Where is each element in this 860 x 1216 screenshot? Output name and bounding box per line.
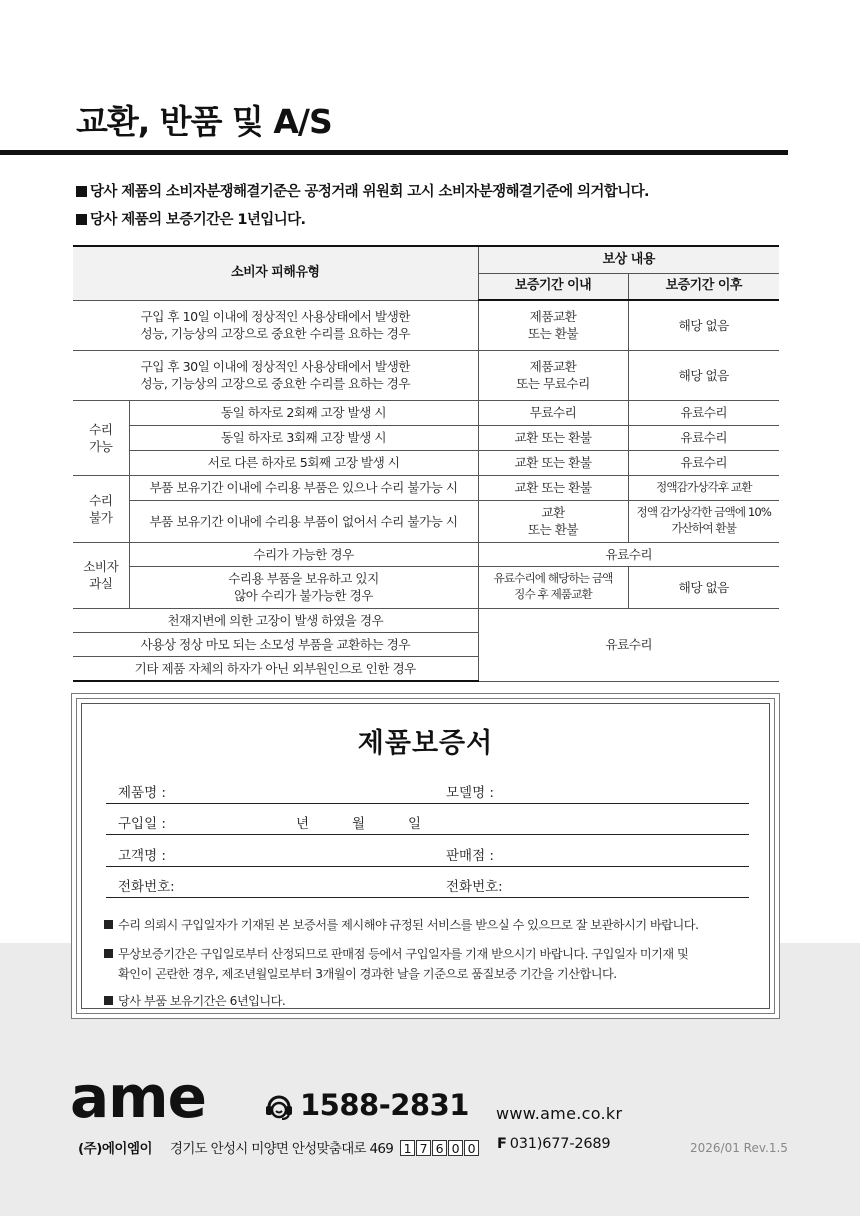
page-title: 교환, 반품 및 A/S (76, 102, 332, 141)
row-after: 해당 없음 (628, 350, 779, 400)
certificate-title: 제품보증서 (357, 728, 494, 759)
row-within: 제품교환 또는 무료수리 (478, 350, 628, 400)
row-within: 교환 또는 환불 (478, 475, 628, 500)
table-row (73, 350, 779, 400)
header-within-period: 보증기간 이내 (478, 273, 628, 300)
brand-logo: ame (70, 1063, 206, 1131)
row-description: 천재지변에 의한 고장이 발생 하였을 경우 (73, 608, 478, 632)
support-phone: 1588-2831 (300, 1088, 469, 1122)
row-description: 구입 후 10일 이내에 정상적인 사용상태에서 발생한 성능, 기능상의 고장으로 중요한 수리를 요하는 경우 (73, 300, 478, 350)
table-row (73, 608, 779, 632)
row-after: 정액 감가상각한 금액에 10% 가산하여 환불 (628, 500, 779, 542)
row-after: 해당 없음 (628, 566, 779, 608)
row-description: 사용상 정상 마모 되는 소모성 부품을 교환하는 경우 (73, 632, 478, 656)
form-row-purchase-date (106, 804, 749, 835)
warranty-certificate (71, 693, 780, 1019)
note-keep-certificate: 수리 의뢰시 구입일자가 기재된 본 보증서를 제시해야 규정된 서비스를 받으실 수 있으므로 잘 보관하시기 바랍니다. (104, 916, 754, 936)
form-row-product (106, 773, 749, 804)
row-description: 수리용 부품을 보유하고 있지 않아 수리가 불가능한 경우 (129, 566, 478, 608)
day-label: 일 (408, 816, 422, 832)
row-within: 제품교환 또는 환불 (478, 300, 628, 350)
row-description: 부품 보유기간 이내에 수리용 부품이 없어서 수리 불가능 시 (129, 500, 478, 542)
table-row (73, 542, 779, 566)
bullet-square-icon (104, 996, 113, 1005)
row-after: 유료수리 (628, 450, 779, 475)
row-within: 교환 또는 환불 (478, 450, 628, 475)
company-address: 경기도 안성시 미양면 안성맞춤대로 469 1 7 6 0 0 (170, 1137, 480, 1157)
row-description: 동일 하자로 2회째 고장 발생 시 (129, 400, 478, 425)
form-row-customer (106, 836, 749, 867)
row-description: 수리가 가능한 경우 (129, 542, 478, 566)
customer-service-icon (263, 1091, 295, 1123)
fax-number: F 031)677-2689 (497, 1136, 611, 1152)
row-description: 서로 다른 하자로 5회째 고장 발생 시 (129, 450, 478, 475)
bullet-square-icon (104, 949, 113, 958)
company-name: (주)에이엠이 (78, 1141, 153, 1157)
row-description: 기타 제품 자체의 하자가 아닌 외부원인으로 인한 경우 (73, 656, 478, 681)
row-after: 정액감가상각후 교환 (628, 475, 779, 500)
table-row (73, 400, 779, 425)
month-label: 월 (352, 816, 366, 832)
table-row (73, 500, 779, 542)
bullet-square-icon (104, 920, 113, 929)
bullet-dispute-standard: 당사 제품의 소비자분쟁해결기준은 공정거래 위원회 고시 소비자분쟁해결기준에 의거합니다. (76, 180, 649, 201)
table-row (73, 300, 779, 350)
product-name-label: 제품명 : (118, 785, 166, 801)
row-value: 유료수리 (478, 542, 779, 566)
store-label: 판매점 : (446, 848, 494, 864)
table-row (73, 475, 779, 500)
customer-phone-label: 전화번호: (118, 879, 175, 895)
row-within: 교환 또는 환불 (478, 500, 628, 542)
header-damage-type: 소비자 피해유형 (73, 246, 478, 300)
group-label-repairable: 수리 가능 (73, 400, 129, 475)
row-after: 해당 없음 (628, 300, 779, 350)
header-compensation: 보상 내용 (478, 246, 779, 273)
title-divider (0, 150, 788, 155)
table-row (73, 566, 779, 608)
row-description: 부품 보유기간 이내에 수리용 부품은 있으나 수리 불가능 시 (129, 475, 478, 500)
row-within: 교환 또는 환불 (478, 425, 628, 450)
row-description: 동일 하자로 3회째 고장 발생 시 (129, 425, 478, 450)
bullet-square-icon (76, 186, 87, 197)
note-parts-period: 당사 부품 보유기간은 6년입니다. (104, 992, 754, 1012)
zip-code: 1 7 6 0 0 (400, 1140, 480, 1157)
table-row (73, 425, 779, 450)
row-value-merged: 유료수리 (478, 608, 779, 681)
year-label: 년 (296, 816, 310, 832)
row-description: 구입 후 30일 이내에 정상적인 사용상태에서 발생한 성능, 기능상의 고장으로 중요한 수리를 요하는 경우 (73, 350, 478, 400)
bullet-warranty-period: 당사 제품의 보증기간은 1년입니다. (76, 208, 305, 229)
row-after: 유료수리 (628, 400, 779, 425)
revision-label: 2026/01 Rev.1.5 (690, 1141, 788, 1155)
model-name-label: 모델명 : (446, 785, 494, 801)
website-link[interactable]: www.ame.co.kr (496, 1104, 623, 1123)
bullet-square-icon (76, 214, 87, 225)
customer-name-label: 고객명 : (118, 848, 166, 864)
form-row-phone (106, 867, 749, 898)
group-label-consumer-fault: 소비자 과실 (73, 542, 129, 608)
purchase-date-label: 구입일 : (118, 816, 166, 832)
warranty-table (73, 245, 779, 682)
group-label-unrepairable: 수리 불가 (73, 475, 129, 542)
table-row (73, 450, 779, 475)
note-warranty-start: 무상보증기간은 구입일로부터 산정되므로 판매점 등에서 구입일자를 기재 받으시기 바랍니다. 구입일자 미기재 및 확인이 곤란한 경우, 제조년월일로부터 3개월이 경과한 날을 기준으로 품질보증 기간을 기산합니다. (104, 945, 754, 985)
store-phone-label: 전화번호: (446, 879, 503, 895)
row-within: 유료수리에 해당하는 금액 징수 후 제품교환 (478, 566, 628, 608)
row-after: 유료수리 (628, 425, 779, 450)
header-after-period: 보증기간 이후 (628, 273, 779, 300)
row-within: 무료수리 (478, 400, 628, 425)
